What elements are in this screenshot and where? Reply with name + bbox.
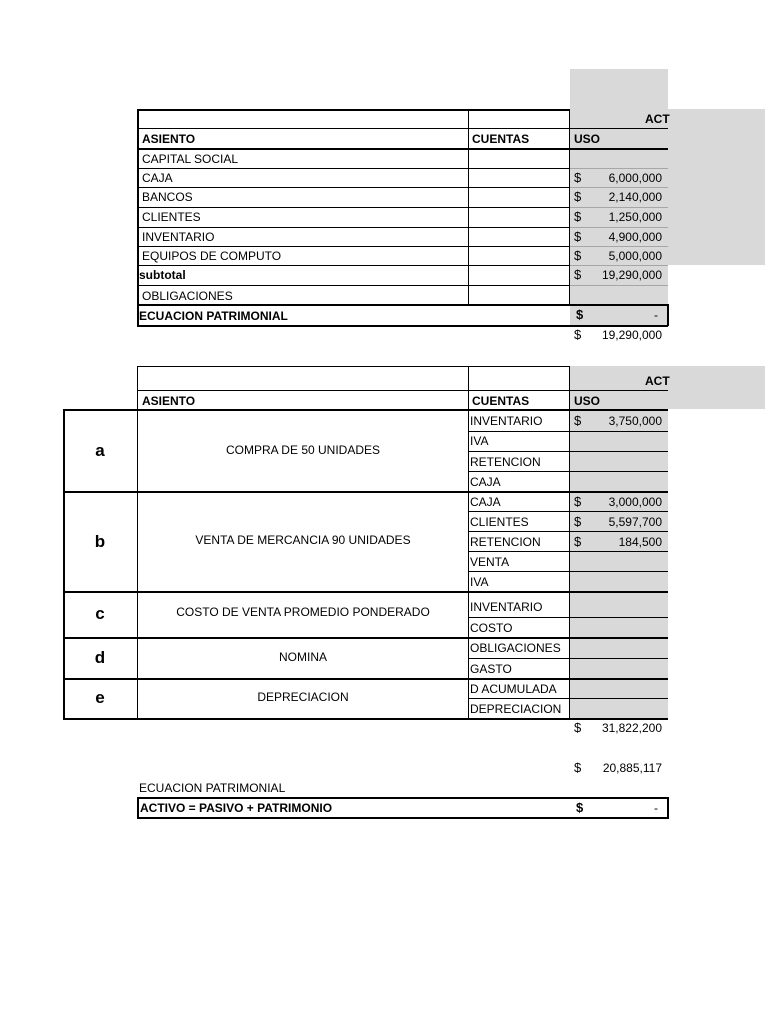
grid-line — [468, 471, 668, 472]
grid-line — [137, 817, 668, 819]
account-name: CAJA — [470, 495, 501, 509]
grid-line — [137, 246, 570, 247]
grid-line — [468, 431, 668, 432]
grid-line — [137, 187, 570, 188]
currency-symbol: $ — [574, 248, 582, 263]
equation-formula: ACTIVO = PASIVO + PATRIMONIO — [140, 801, 333, 815]
amount-value: 6,000,000 — [608, 171, 662, 185]
equation-value-1: - — [654, 308, 658, 322]
row-label: CAJA — [142, 171, 173, 185]
currency-symbol: $ — [574, 189, 582, 204]
grid-line — [570, 187, 668, 188]
currency-symbol: $ — [574, 514, 582, 529]
account-name: IVA — [470, 575, 489, 589]
account-name: RETENCION — [470, 535, 541, 549]
account-name: D ACUMULADA — [470, 682, 557, 696]
act-header-2: ACT — [645, 374, 670, 388]
col-cuentas-2: CUENTAS — [472, 394, 530, 408]
grid-line — [63, 591, 668, 593]
grid-line — [63, 491, 668, 493]
col-cuentas-1: CUENTAS — [472, 132, 530, 146]
col-asiento-1: ASIENTO — [142, 132, 196, 146]
entry-letter: d — [94, 648, 106, 667]
grid-line — [667, 797, 669, 819]
grid-line — [468, 617, 668, 618]
side-shade-1 — [668, 109, 765, 265]
amount-value: 2,140,000 — [608, 190, 662, 204]
row-label: subtotal — [139, 268, 186, 282]
grid-line — [468, 571, 668, 572]
grid-line — [468, 658, 668, 659]
currency-symbol: $ — [574, 494, 582, 509]
amount-value: 3,000,000 — [608, 495, 662, 509]
total-value-2a: 31,822,200 — [601, 721, 662, 735]
side-shade-2 — [668, 366, 765, 409]
col-asiento-2: ASIENTO — [142, 394, 196, 408]
grid-line — [137, 109, 139, 326]
entry-description: COSTO DE VENTA PROMEDIO PONDERADO — [176, 605, 430, 619]
grid-line — [63, 678, 668, 680]
entry-letter: c — [95, 604, 105, 623]
grid-line — [468, 109, 469, 305]
currency-symbol: $ — [574, 267, 582, 282]
grid-line — [570, 285, 668, 286]
account-name: IVA — [470, 434, 489, 448]
grid-line — [570, 207, 668, 208]
amount-value: 5,597,700 — [608, 515, 662, 529]
grid-line — [137, 207, 570, 208]
entry-description: VENTA DE MERCANCIA 90 UNIDADES — [195, 533, 411, 547]
total-currency-2b: $ — [574, 760, 582, 775]
entry-description: DEPRECIACION — [257, 690, 349, 704]
account-name: INVENTARIO — [470, 414, 543, 428]
grid-line — [137, 265, 570, 266]
amount-value: 5,000,000 — [608, 249, 662, 263]
currency-symbol: $ — [574, 209, 582, 224]
equation-value: - — [654, 801, 658, 815]
currency-symbol: $ — [574, 229, 582, 244]
grid-line — [468, 366, 469, 719]
amount-value: 1,250,000 — [608, 210, 662, 224]
grid-line — [468, 511, 668, 512]
equation-title: ECUACION PATRIMONIAL — [139, 781, 286, 795]
account-name: RETENCION — [470, 455, 541, 469]
grid-line — [569, 109, 570, 305]
total-value-1: 19,290,000 — [601, 328, 662, 342]
currency-symbol: $ — [574, 534, 582, 549]
grid-line — [137, 148, 668, 150]
grid-line — [137, 285, 570, 286]
total-currency-1: $ — [574, 327, 582, 342]
equation-currency-1: $ — [576, 307, 584, 322]
col-uso-1: USO — [574, 132, 601, 146]
entry-letter: a — [95, 441, 105, 460]
currency-symbol: $ — [574, 170, 582, 185]
amount-value: 4,900,000 — [608, 230, 662, 244]
total-value-2b: 20,885,117 — [602, 761, 662, 775]
currency-symbol: $ — [574, 413, 582, 428]
account-name: INVENTARIO — [470, 600, 543, 614]
grid-line — [137, 366, 570, 367]
entry-letter: b — [94, 532, 106, 551]
grid-line — [137, 304, 668, 306]
grid-line — [468, 551, 668, 552]
row-label: BANCOS — [142, 190, 193, 204]
col-uso-2: USO — [574, 394, 601, 408]
grid-line — [137, 128, 668, 129]
grid-line — [63, 409, 668, 411]
grid-line — [569, 366, 570, 719]
account-name: CLIENTES — [470, 515, 529, 529]
grid-line — [137, 797, 139, 819]
equation-label-1: ECUACION PATRIMONIAL — [139, 309, 288, 323]
row-label: CLIENTES — [142, 210, 201, 224]
row-label: INVENTARIO — [142, 230, 215, 244]
grid-line — [137, 109, 569, 111]
grid-line — [137, 325, 668, 327]
grid-line — [570, 265, 668, 266]
account-name: GASTO — [470, 662, 512, 676]
grid-line — [137, 227, 570, 228]
grid-line — [137, 638, 468, 639]
row-label: EQUIPOS DE COMPUTO — [142, 249, 282, 263]
grid-line — [667, 304, 669, 326]
row-label: CAPITAL SOCIAL — [142, 152, 239, 166]
account-name: COSTO — [470, 621, 513, 635]
grid-line — [137, 366, 138, 719]
entry-letter: e — [95, 688, 105, 707]
grid-line — [570, 168, 668, 169]
grid-line — [468, 531, 668, 532]
entry-description: COMPRA DE 50 UNIDADES — [225, 443, 381, 457]
grid-line — [468, 451, 668, 452]
amount-value: 184,500 — [618, 535, 662, 549]
account-name: CAJA — [470, 475, 501, 489]
equation-currency: $ — [576, 800, 584, 815]
grid-line — [570, 246, 668, 247]
amount-value: 3,750,000 — [608, 414, 662, 428]
grid-line — [137, 390, 668, 391]
account-name: OBLIGACIONES — [470, 641, 561, 655]
grid-line — [63, 718, 668, 720]
entry-description: NOMINA — [279, 650, 327, 664]
row-label: OBLIGACIONES — [142, 289, 233, 303]
act-header-1: ACT — [645, 112, 670, 126]
grid-line — [468, 698, 668, 699]
grid-line — [137, 797, 668, 799]
grid-line — [570, 227, 668, 228]
account-name: DEPRECIACION — [470, 702, 562, 716]
amount-value: 19,290,000 — [601, 268, 662, 282]
account-name: VENTA — [470, 555, 510, 569]
grid-line — [137, 168, 570, 169]
grid-line — [63, 409, 65, 720]
total-currency-2a: $ — [574, 720, 582, 735]
